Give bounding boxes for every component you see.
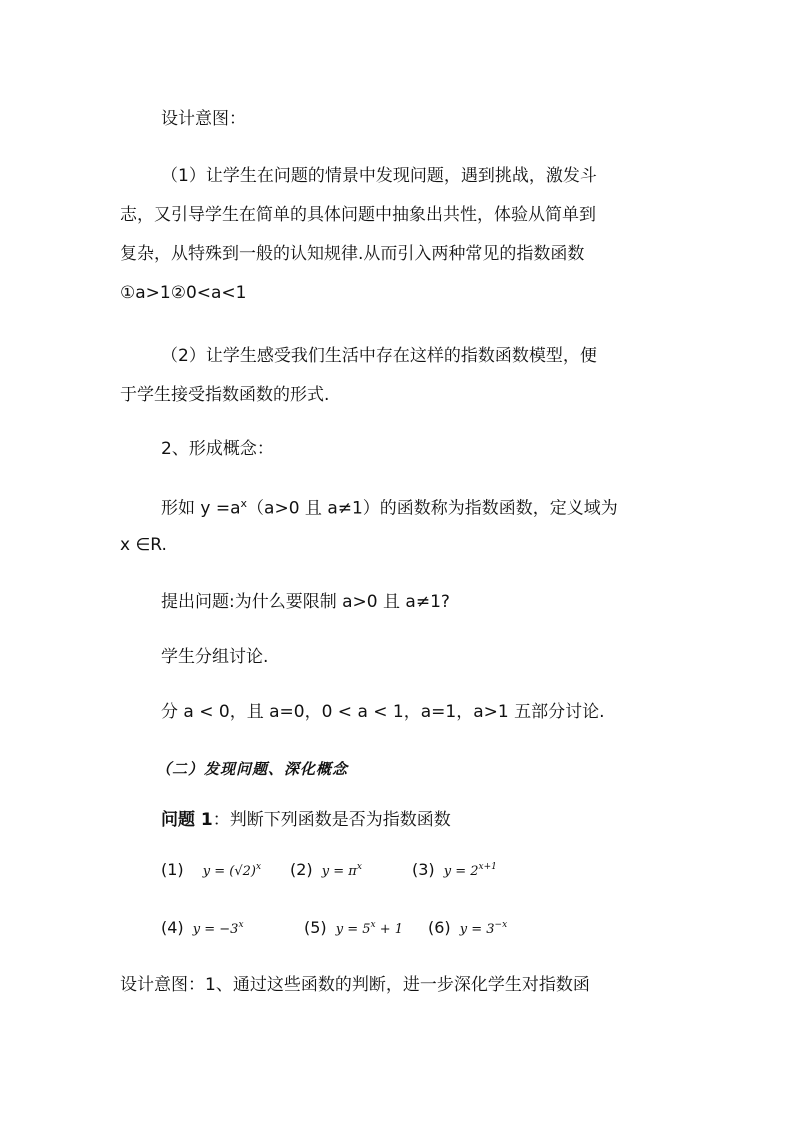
function-item xyxy=(412,860,497,879)
paragraph-line: （2）让学生感受我们生活中存在这样的指数函数模型，便 xyxy=(161,346,597,366)
discussion-line: 学生分组讨论. xyxy=(161,647,269,667)
problem-line xyxy=(161,808,451,832)
paragraph-line: （1）让学生在问题的情景中发现问题，遇到挑战，激发斗 xyxy=(161,166,597,186)
expr-sup: x xyxy=(356,862,362,872)
paragraph-line: 于学生接受指数函数的形式. xyxy=(120,385,330,405)
expr-tail: + 1 xyxy=(375,922,404,937)
expr-base: y = (√2) xyxy=(202,864,256,879)
definition-part: （a>0 且 a≠1）的函数称为指数函数，定义域为 xyxy=(247,498,618,519)
function-item xyxy=(304,918,403,937)
item-number: (5) xyxy=(304,918,327,937)
item-expression xyxy=(193,922,244,937)
expr-base: y = π xyxy=(321,864,357,879)
expr-sup: x xyxy=(238,920,244,930)
item-number: (1) xyxy=(161,860,184,879)
paragraph-line: ①a>1②0<a<1 xyxy=(120,283,247,303)
intent-title: 设计意图： xyxy=(161,109,246,129)
paragraph-line: 志，又引导学生在简单的具体问题中抽象出共性，体验从简单到 xyxy=(120,205,596,225)
definition-sup: x xyxy=(240,497,248,510)
expr-base: y = 3 xyxy=(459,922,495,937)
definition-line xyxy=(161,492,618,521)
expr-base: y = 5 xyxy=(335,922,371,937)
section-title: 2、形成概念： xyxy=(161,439,274,459)
item-number: (3) xyxy=(412,860,435,879)
problem-label: 问题 1 xyxy=(161,810,213,830)
item-expression xyxy=(203,864,261,879)
item-number: (6) xyxy=(428,918,451,937)
function-item xyxy=(290,860,362,879)
item-expression xyxy=(460,922,507,937)
function-item xyxy=(161,918,244,937)
problem-text: ：判断下列函数是否为指数函数 xyxy=(212,810,451,830)
item-expression xyxy=(322,864,362,879)
part-title: （二）发现问题、深化概念 xyxy=(156,760,349,778)
item-number: (2) xyxy=(290,860,313,879)
expr-sup: −x xyxy=(494,920,508,930)
cases-line: 分 a < 0，且 a=0，0 < a < 1，a=1，a>1 五部分讨论. xyxy=(161,702,605,722)
expr-base: y = 2 xyxy=(443,864,479,879)
item-number: (4) xyxy=(161,918,184,937)
expr-sup: x xyxy=(370,920,376,930)
item-expression xyxy=(444,864,497,879)
paragraph-line: 复杂，从特殊到一般的认知规律.从而引入两种常见的指数函数 xyxy=(120,244,585,264)
question-line: 提出问题:为什么要限制 a>0 且 a≠1? xyxy=(161,592,450,612)
function-item xyxy=(428,918,507,937)
definition-part: 形如 y =a xyxy=(161,498,241,519)
expr-base: y = −3 xyxy=(192,922,239,937)
definition-line: x ∈R. xyxy=(120,535,167,555)
function-item xyxy=(161,860,261,879)
expr-sup: x+1 xyxy=(478,862,497,872)
paragraph-line: 设计意图：1、通过这些函数的判断，进一步深化学生对指数函 xyxy=(120,975,590,995)
item-expression xyxy=(336,922,403,937)
expr-sup: x xyxy=(255,862,262,872)
